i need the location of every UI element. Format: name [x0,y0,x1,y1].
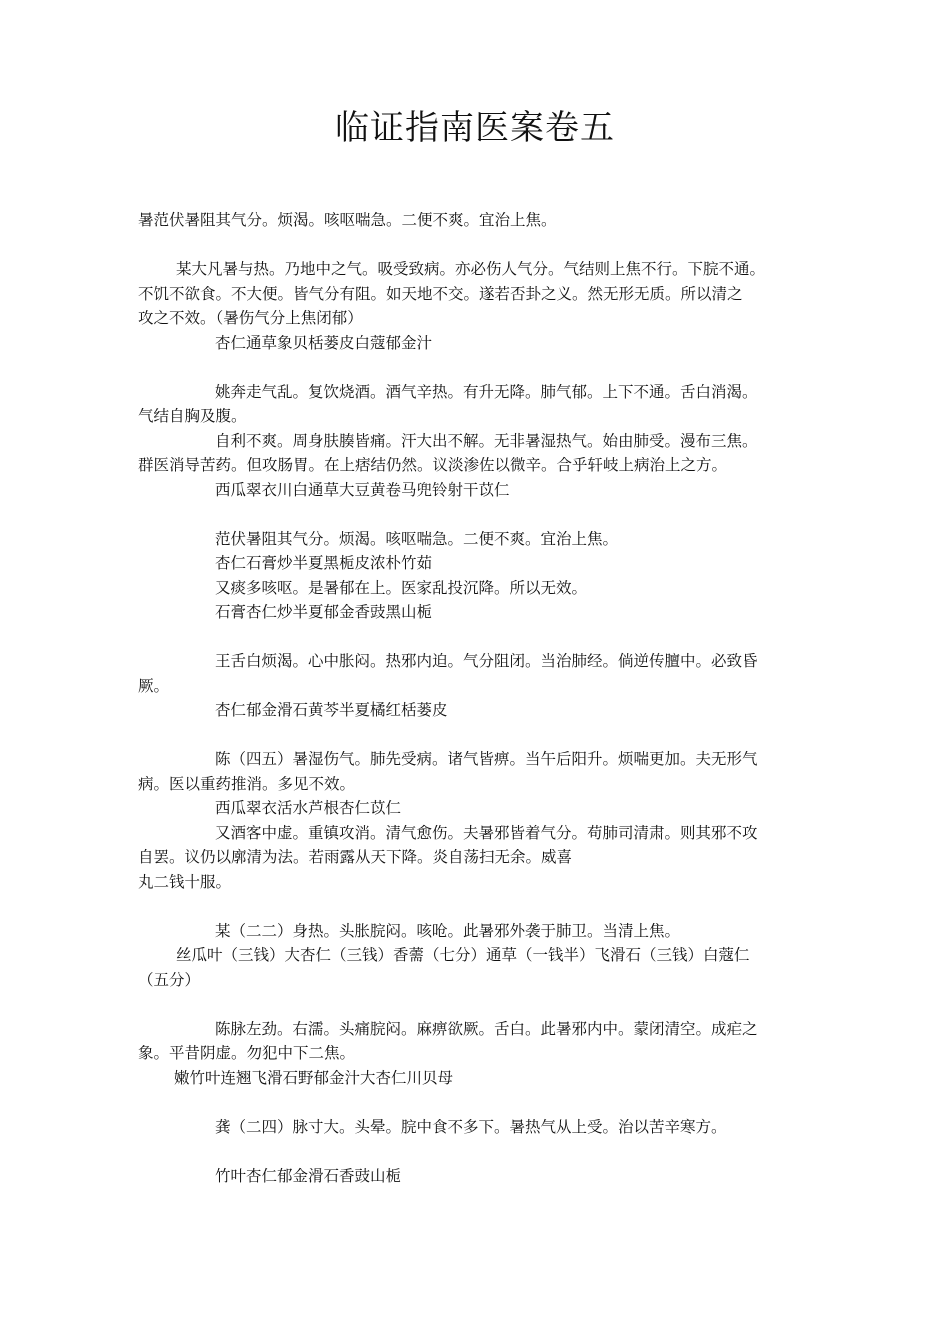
text-line: 又痰多咳呕。是暑郁在上。医家乱投沉降。所以无效。 [215,578,588,597]
text-line: 攻之不效。（暑伤气分上焦闭郁） [138,309,363,327]
blank-line [138,233,828,258]
text-line: 杏仁通草象贝栝蒌皮白蔻郁金汁 [215,333,433,352]
text-line: 又酒客中虚。重镇攻消。清气愈伤。夫暑邪皆着气分。苟肺司清肃。则其邪不攻 [215,823,758,842]
text-line: 竹叶杏仁郁金滑石香豉山栀 [215,1166,402,1185]
text-line: 陈（四五）暑湿伤气。肺先受病。诸气皆痹。当午后阳升。烦喘更加。夫无形气 [215,750,758,768]
page-title: 临证指南医案卷五 [335,108,615,148]
text-line: 气结自胸及腹。 [138,407,247,425]
text-line: 姚奔走气乱。复饮烧酒。酒气辛热。有升无降。肺气郁。上下不通。舌白消渴。 [215,382,758,401]
text-line: 自罢。议仍以廓清为法。若雨露从天下降。炎自荡扫无余。威喜 [138,848,573,866]
text-line: 陈脉左劲。右濡。头痛脘闷。麻痹欲厥。舌白。此暑邪内中。蒙闭清空。成疟之 [215,1019,758,1038]
text-line: 石膏杏仁炒半夏郁金香豉黑山栀 [215,603,433,621]
text-line: （五分） [138,970,201,989]
text-line: 范伏暑阻其气分。烦渴。咳呕喘急。二便不爽。宜治上焦。 [215,529,619,548]
text-line: 病。医以重药推消。多见不效。 [138,774,356,793]
text-line: 嫩竹叶连翘飞滑石野郁金汁大杏仁川贝母 [174,1068,454,1087]
text-line: 某（二二）身热。头胀脘闷。咳呛。此暑邪外袭于肺卫。当清上焦。 [215,921,681,940]
text-line: 西瓜翠衣活水芦根杏仁苡仁 [215,799,402,817]
text-line: 自利不爽。周身肤腠皆痛。汗大出不解。无非暑湿热气。始由肺受。漫布三焦。 [215,431,758,450]
text-line: 杏仁郁金滑石黄芩半夏橘红栝蒌皮 [215,701,448,719]
text-line: 群医消导苦药。但攻肠胃。在上痞结仍然。议淡渗佐以微辛。合乎轩岐上病治上之方。 [138,456,728,474]
text-line: 龚（二四）脉寸大。头晕。脘中食不多下。暑热气从上受。治以苦辛寒方。 [215,1117,727,1136]
blank-line [138,625,828,650]
blank-line [138,1139,828,1164]
blank-line [138,894,828,919]
text-line: 丸二钱十服。 [138,872,232,891]
text-line: 暑范伏暑阻其气分。烦渴。咳呕喘急。二便不爽。宜治上焦。 [138,211,557,229]
text-line: 杏仁石膏炒半夏黑栀皮浓朴竹茹 [215,554,433,572]
text-line: 丝瓜叶（三钱）大杏仁（三钱）香薷（七分）通草（一钱半）飞滑石（三钱）白蔻仁 [176,946,750,964]
text-line: 象。平昔阴虚。勿犯中下二焦。 [138,1044,356,1062]
text-line: 厥。 [138,676,170,695]
text-line: 王舌白烦渴。心中胀闷。热邪内迫。气分阻闭。当治肺经。倘逆传膻中。必致昏 [215,652,758,670]
text-line: 某大凡暑与热。乃地中之气。吸受致病。亦必伤人气分。气结则上焦不行。下脘不通。 [176,260,766,278]
text-line: 不饥不欲食。不大便。皆气分有阻。如天地不交。遂若否卦之义。然无形无质。所以清之 [138,284,743,303]
blank-line [138,992,828,1017]
blank-line [138,723,828,748]
blank-line [138,355,828,380]
text-line: 西瓜翠衣川白通草大豆黄卷马兜铃射干苡仁 [215,480,510,499]
blank-line [138,1090,828,1115]
document-body [138,208,828,1188]
blank-line [138,502,828,527]
